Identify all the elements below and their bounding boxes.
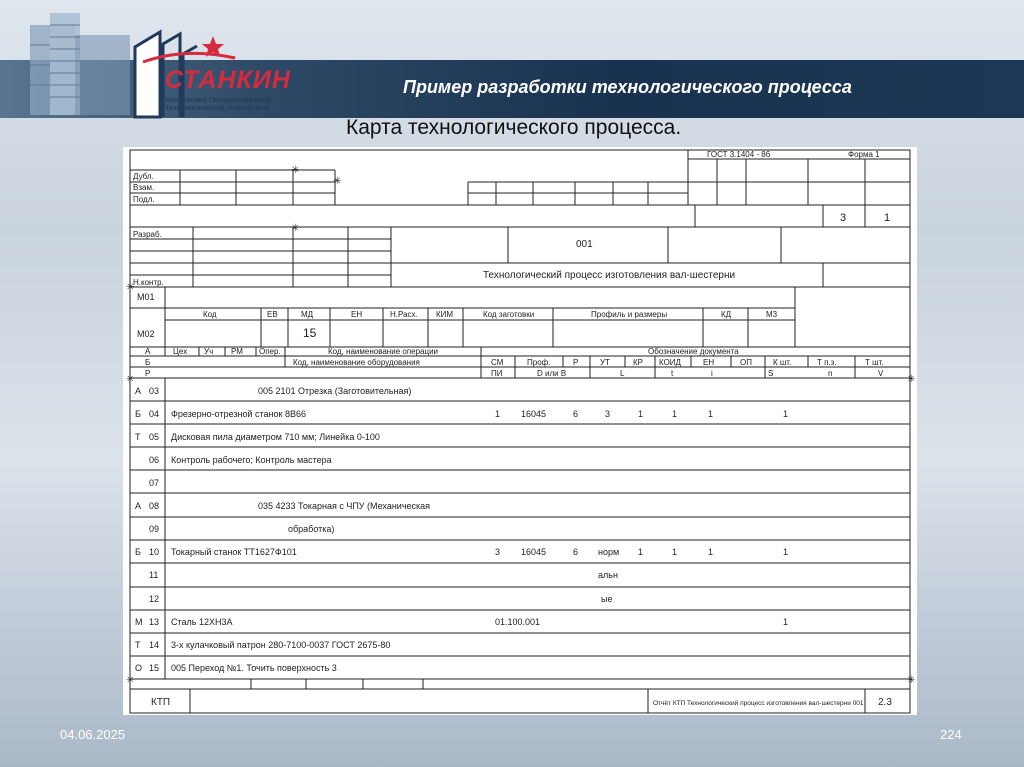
row-03-text: 005 2101 Отрезка (Заготовительная) <box>258 386 412 396</box>
m02-header-kim: КИМ <box>436 310 454 319</box>
m01-label: М01 <box>137 292 155 302</box>
hdr-b-en: ЕН <box>703 358 715 367</box>
row-12-num: 12 <box>149 594 160 604</box>
row-14-prefix: Т <box>135 640 141 650</box>
process-card-form <box>123 147 917 715</box>
hdr-a-rm: РМ <box>231 347 243 356</box>
row-04-en: 1 <box>708 409 714 419</box>
row-04-kr: 1 <box>638 409 644 419</box>
hdr-b-oborud: Код, наименование оборудования <box>293 358 420 367</box>
md-value: 15 <box>303 326 317 340</box>
row-04-text: Фрезерно-отрезной станок 8В66 <box>171 409 306 419</box>
hdr-p-t: t <box>671 369 674 378</box>
row-10-ut: норм <box>598 547 620 557</box>
m02-header-en: ЕН <box>351 310 363 319</box>
row-06-text: Контроль рабочего; Контроль мастера <box>171 455 332 465</box>
nkontr-label: Н.контр. <box>133 278 164 287</box>
row-08-text: 035 4233 Токарная с ЧПУ (Механическая <box>258 501 431 511</box>
row-10-kst: 1 <box>783 547 789 557</box>
document-title: Карта технологического процесса. <box>346 116 682 139</box>
row-06-num: 06 <box>149 455 160 465</box>
hdr-p-n: n <box>828 369 833 378</box>
row-04-sm: 1 <box>495 409 501 419</box>
hdr-b-letter: Б <box>145 358 151 367</box>
m02-label: М02 <box>137 329 155 339</box>
row-13-sm: 01.100.001 <box>495 617 541 627</box>
row-04-ut: 3 <box>605 409 611 419</box>
m02-header-kd: КД <box>721 310 732 319</box>
registration-mark: ✳ <box>126 675 135 686</box>
row-09-text: обработка) <box>288 524 335 534</box>
row-04-num: 04 <box>149 409 160 419</box>
hdr-b-sm: СМ <box>491 358 504 367</box>
registration-mark: ✳ <box>333 176 342 187</box>
hdr-p-l: L <box>620 369 625 378</box>
footer-num: 2.3 <box>878 697 892 708</box>
hdr-p-pi: ПИ <box>491 369 503 378</box>
logo-subtitle-line2: Технологический Университет <box>165 105 271 112</box>
row-14-text: 3-х кулачковый патрон 280-7100-0037 ГОСТ 2675-80 <box>171 640 391 650</box>
row-11-num: 11 <box>149 570 159 580</box>
hdr-b-r: Р <box>573 358 579 367</box>
row-10-en: 1 <box>708 547 714 557</box>
hdr-p-s: S <box>768 369 774 378</box>
row-10-kr: 1 <box>638 547 644 557</box>
sheets-total: 3 <box>840 212 847 224</box>
row-07-num: 07 <box>149 478 160 488</box>
hdr-b-koid: КОИД <box>659 358 681 367</box>
registration-mark: ✳ <box>126 374 135 385</box>
row-10-prof: 16045 <box>521 547 547 557</box>
dubl-label: Дубл. <box>133 172 154 181</box>
row-13-kst: 1 <box>783 617 789 627</box>
row-15-prefix: О <box>135 663 143 673</box>
footer-report: Отчёт КТП Технологический процесс изготовления вал-шестерни 001 <box>653 700 864 707</box>
forma-label: Форма 1 <box>848 150 880 159</box>
logo-name: СТАНКИН <box>165 66 291 94</box>
registration-mark: ✳ <box>907 374 916 385</box>
process-title: Технологический процесс изготовления вал-шестерни <box>483 270 736 281</box>
row-13-text: Сталь 12ХН3А <box>171 617 233 627</box>
row-12-ut: ые <box>601 594 613 604</box>
row-05-prefix: Т <box>135 432 141 442</box>
row-08-num: 08 <box>149 501 160 511</box>
hdr-b-tpz: Т п.з. <box>817 358 837 367</box>
row-14-num: 14 <box>149 640 160 650</box>
m02-header-md: МД <box>301 310 314 319</box>
hdr-a-letter: А <box>145 347 151 356</box>
vzam-label: Взам. <box>133 183 155 192</box>
row-08-prefix: А <box>135 501 142 511</box>
row-05-num: 05 <box>149 432 160 442</box>
logo-subtitle <box>165 97 271 113</box>
m02-header-profil: Профиль и размеры <box>591 310 668 319</box>
row-04-kst: 1 <box>783 409 789 419</box>
hdr-b-kst: К шт. <box>773 358 792 367</box>
hdr-p-i: i <box>711 369 713 378</box>
row-13-num: 13 <box>149 617 160 627</box>
m02-header-ev: ЕВ <box>267 310 278 319</box>
hdr-b-kr: КР <box>633 358 643 367</box>
footer-code: КТП <box>151 697 171 708</box>
hdr-a-uch: Уч <box>204 347 214 356</box>
hdr-b-prof: Проф. <box>527 358 551 367</box>
row-10-r: 6 <box>573 547 579 557</box>
row-03-prefix: А <box>135 386 142 396</box>
hdr-a-oper: Опер. <box>259 347 281 356</box>
row-10-prefix: Б <box>135 547 141 557</box>
row-04-koid: 1 <box>672 409 678 419</box>
row-11-ut: альн <box>598 570 618 580</box>
row-04-prof: 16045 <box>521 409 547 419</box>
slide-page-number: 224 <box>940 727 962 742</box>
row-15-num: 15 <box>149 663 160 673</box>
row-03-num: 03 <box>149 386 160 396</box>
hdr-b-tsht: Т шт. <box>865 358 884 367</box>
registration-mark: ✳ <box>126 282 135 293</box>
podl-label: Подл. <box>133 195 155 204</box>
sheet-number: 1 <box>884 212 891 224</box>
hdr-a-oboznach: Обозначение документа <box>648 347 739 356</box>
row-09-num: 09 <box>149 524 160 534</box>
gost-label: ГОСТ 3.1404 - 86 <box>707 150 771 159</box>
razrab-label: Разраб. <box>133 230 162 239</box>
m02-header-kod-zagotovki: Код заготовки <box>483 310 535 319</box>
row-10-sm: 3 <box>495 547 501 557</box>
m02-header-m3: М3 <box>766 310 778 319</box>
hdr-p-d: D или В <box>537 369 567 378</box>
registration-mark: ✳ <box>907 675 916 686</box>
hdr-p-letter: Р <box>145 369 151 378</box>
row-10-text: Токарный станок ТТ1627Ф101 <box>171 547 297 557</box>
row-10-num: 10 <box>149 547 160 557</box>
m02-header-kod: Код <box>203 310 217 319</box>
hdr-p-v: V <box>878 369 884 378</box>
row-04-prefix: Б <box>135 409 141 419</box>
registration-mark: ✳ <box>291 223 300 234</box>
row-15-text: 005 Переход №1. Точить поверхность 3 <box>171 663 337 673</box>
m02-header-nrash: Н.Расх. <box>390 310 418 319</box>
row-04-r: 6 <box>573 409 579 419</box>
logo-subtitle-line1: Московский Государственный <box>165 97 271 104</box>
hdr-a-tseh: Цех <box>173 347 188 356</box>
doc-code: 001 <box>576 239 593 250</box>
slide-title: Пример разработки технологического процесса <box>403 77 852 97</box>
hdr-b-ut: УТ <box>600 358 610 367</box>
slide-date: 04.06.2025 <box>60 727 126 742</box>
registration-mark: ✳ <box>291 165 300 176</box>
hdr-a-kod-oper: Код, наименование операции <box>328 347 439 356</box>
row-05-text: Дисковая пила диаметром 710 мм; Линейка 0-100 <box>171 432 380 442</box>
row-13-prefix: М <box>135 617 143 627</box>
hdr-b-op: ОП <box>740 358 752 367</box>
row-10-koid: 1 <box>672 547 678 557</box>
